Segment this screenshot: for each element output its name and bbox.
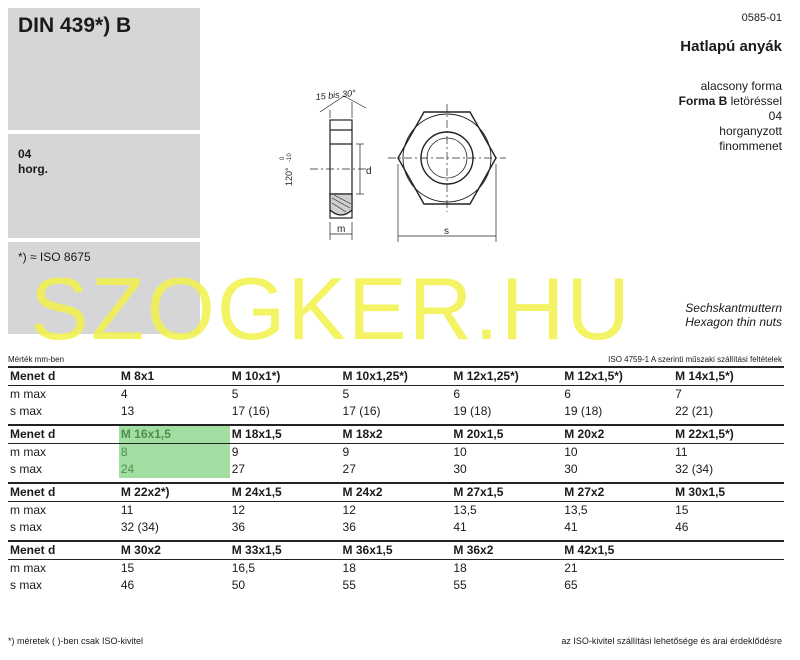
table-cell: 19 (18) (453, 404, 492, 418)
thread-row (8, 541, 784, 560)
table-cell: M 27x1,5 (451, 483, 562, 502)
table-cell: 36 (342, 520, 356, 534)
desc-code: 04 (768, 109, 782, 123)
row-label: m max (10, 561, 46, 575)
table-cell: 24 (119, 461, 230, 478)
table-cell: M 22x1,5*) (673, 425, 784, 444)
m-max-row (8, 560, 784, 578)
desc-thread: finommenet (719, 139, 782, 153)
row-label: Menet d (8, 367, 119, 386)
table-cell: 15 (675, 503, 689, 517)
iso-equivalent-note: *) ≈ ISO 8675 (18, 250, 91, 264)
table-cell: M 20x2 (562, 425, 673, 444)
table-cell: M 42x1,5 (562, 541, 673, 560)
top-view (388, 104, 506, 242)
row-label: s max (10, 520, 43, 534)
side-view (310, 96, 370, 240)
table-cell: 12 (342, 503, 356, 517)
chamfer-tol-top: 0 (280, 156, 286, 160)
table-cell: 32 (34) (120, 520, 159, 534)
product-code (18, 147, 48, 177)
code-number: 04 (18, 147, 32, 161)
table-cell: 41 (453, 520, 467, 534)
table-cell: 17 (16) (342, 404, 381, 418)
table-cell: 5 (342, 387, 350, 401)
table-cell: 30 (564, 462, 578, 476)
m-label: m (337, 224, 346, 235)
table-cell: 46 (675, 520, 689, 534)
product-description (679, 79, 782, 154)
dimension-table (8, 366, 784, 594)
chamfer-tol-bottom: -10 (287, 153, 293, 162)
table-cell: 27 (342, 462, 356, 476)
row-label: m max (10, 445, 46, 459)
table-cell: M 24x1,5 (230, 483, 341, 502)
s-max-row (8, 461, 784, 478)
row-label: Menet d (8, 425, 119, 444)
table-cell: M 8x1 (119, 367, 230, 386)
table-cell: M 12x1,5*) (562, 367, 673, 386)
m-max-row (8, 502, 784, 520)
table-cell: M 36x1,5 (341, 541, 452, 560)
desc-form-rest: letöréssel (727, 94, 782, 108)
footnote-iso-availability: az ISO-kivitel szállítási lehetősége és árai érdeklődésre (561, 636, 782, 646)
desc-finish: horganyzott (719, 124, 782, 138)
table-cell: 15 (120, 561, 135, 575)
table-cell: 6 (453, 387, 461, 401)
table-cell (673, 541, 784, 560)
table-cell: 55 (453, 578, 467, 592)
table-cell: 16,5 (231, 561, 256, 575)
table-cell: 18 (453, 561, 467, 575)
table-cell: M 20x1,5 (451, 425, 562, 444)
row-label: s max (10, 462, 43, 476)
table-cell: 22 (21) (675, 404, 714, 418)
table-cell: 36 (231, 520, 246, 534)
table-cell: M 16x1,5 (119, 425, 230, 444)
table-cell: 18 (342, 561, 356, 575)
table-cell (673, 577, 784, 594)
table-cell: M 14x1,5*) (673, 367, 784, 386)
s-label: s (444, 226, 449, 237)
standard-title: DIN 439*) B (18, 14, 132, 37)
thread-row (8, 367, 784, 386)
table-cell: 9 (231, 445, 239, 459)
table-cell: 10 (564, 445, 578, 459)
table-cell (673, 560, 784, 578)
table-cell: 11 (120, 503, 134, 517)
row-label: Menet d (8, 541, 119, 560)
document-number: 0585-01 (741, 12, 782, 24)
translated-names (685, 301, 782, 329)
table-cell: 55 (342, 578, 356, 592)
d-label: d (366, 166, 372, 177)
row-label: s max (10, 404, 43, 418)
table-cell: 8 (119, 444, 230, 462)
table-cell: 13,5 (564, 503, 588, 517)
s-max-row (8, 403, 784, 420)
english-name: Hexagon thin nuts (685, 315, 782, 329)
row-label: m max (10, 387, 46, 401)
m-max-row (8, 386, 784, 404)
table-cell: M 27x2 (562, 483, 673, 502)
code-finish: horg. (18, 162, 48, 176)
table-cell: M 10x1,25*) (341, 367, 452, 386)
table-cell: 7 (675, 387, 682, 401)
nut-technical-drawing (270, 82, 515, 247)
table-cell: 41 (564, 520, 578, 534)
desc-form (679, 94, 782, 109)
table-cell: M 18x2 (341, 425, 452, 444)
table-cell: M 30x1,5 (673, 483, 784, 502)
table-cell: M 12x1,25*) (451, 367, 562, 386)
table-cell: 46 (120, 578, 135, 592)
watermark: SZOGKER.HU (30, 259, 632, 358)
product-title: Hatlapú anyák (680, 38, 782, 55)
table-cell: M 36x2 (451, 541, 562, 560)
table-cell: 5 (231, 387, 239, 401)
table-cell: 19 (18) (564, 404, 603, 418)
table-cell: 12 (231, 503, 246, 517)
table-cell: M 24x2 (341, 483, 452, 502)
table-cell: M 33x1,5 (230, 541, 341, 560)
thread-row (8, 425, 784, 444)
german-name: Sechskantmuttern (685, 301, 782, 315)
row-label: m max (10, 503, 46, 517)
table-cell: 17 (16) (231, 404, 270, 418)
table-cell: 50 (231, 578, 246, 592)
angle-label: 15 bis 30° (315, 87, 357, 102)
row-label: s max (10, 578, 43, 592)
table-cell: M 18x1,5 (230, 425, 341, 444)
thread-row (8, 483, 784, 502)
table-cell: 30 (453, 462, 467, 476)
footnote-iso-dimensions: *) méretek ( )-ben csak ISO-kivitel (8, 636, 144, 646)
desc-form-bold: Forma B (678, 94, 728, 108)
table-cell: M 10x1*) (230, 367, 341, 386)
row-label: Menet d (8, 483, 119, 502)
table-cell: 32 (34) (675, 462, 714, 476)
unit-note: Mérték mm-ben (8, 355, 65, 364)
m-max-row (8, 444, 784, 462)
table-cell: 27 (231, 462, 246, 476)
table-cell: 4 (120, 387, 128, 401)
desc-shape: alacsony forma (700, 79, 782, 93)
spec-note: ISO 4759-1 A szerinti műszaki szállítási feltételek (608, 355, 782, 364)
table-cell: 6 (564, 387, 571, 401)
table-cell: 11 (675, 445, 688, 459)
table-cell: M 22x2*) (119, 483, 230, 502)
s-max-row (8, 577, 784, 594)
chamfer-angle-label: 120° (284, 167, 294, 186)
table-cell: 10 (453, 445, 467, 459)
table-cell: 65 (564, 578, 578, 592)
table-cell: 13,5 (453, 503, 477, 517)
table-cell: 9 (342, 445, 350, 459)
table-cell: 13 (120, 404, 135, 418)
s-max-row (8, 519, 784, 536)
table-cell: M 30x2 (119, 541, 230, 560)
table-cell: 21 (564, 561, 578, 575)
